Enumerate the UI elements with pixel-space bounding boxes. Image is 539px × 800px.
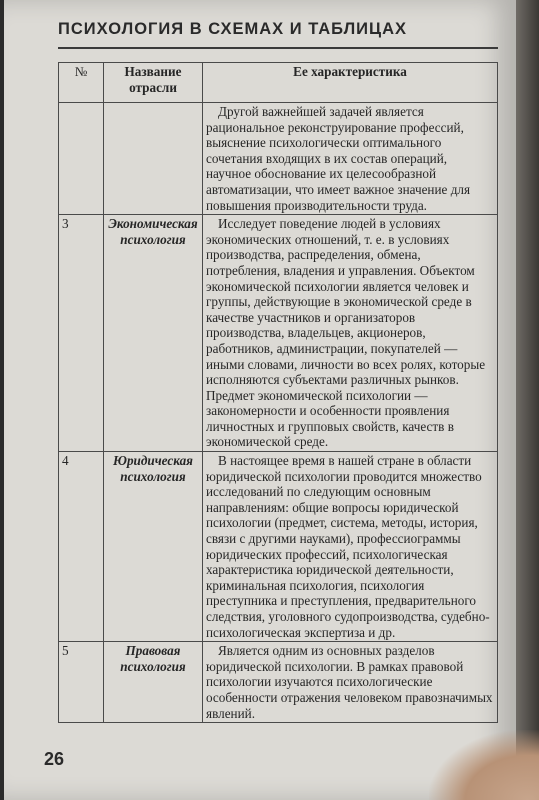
branch-characteristic: Является одним из основных разделов юридической психологии. В рамках правовой психологии изучаются психологические особенности отражения человеком правозначимых явлений. <box>203 642 498 723</box>
table-row <box>59 642 498 723</box>
header-rule <box>58 47 498 49</box>
row-number: 4 <box>59 452 104 642</box>
column-header-characteristic: Ее характеристика <box>203 63 498 103</box>
row-number <box>59 103 104 215</box>
branch-characteristic: Исследует поведение людей в условиях экономических отношений, т. е. в условиях производства, распределения, обмена, потребления, владения и управления. Объектом экономической психологии является человек и группы, действующие в экономической среде в качестве участников и организаторов производства, владельцев, акционеров, работников, администрации, покупателей — иными словами, личности во всех ролях, которые исполняются субъектами различных рынков. Предмет экономической психологии — закономерности и особенности проявления личностных и групповых свойств, качеств в экономической среде. <box>203 215 498 452</box>
book-page <box>4 0 516 800</box>
column-header-number: № <box>59 63 104 103</box>
column-header-branch-name: Название отрасли <box>104 63 203 103</box>
branch-characteristic: Другой важнейшей задачей является рациональное реконструирование профессий, выяснение психологически оптимального сочетания входящих в их состав операций, научное обоснование их целесообразной автоматизации, что имеет важное значение для повышения производительности труда. <box>203 103 498 215</box>
finger <box>429 730 539 800</box>
branches-table <box>58 62 498 723</box>
branch-name: Правовая психология <box>104 642 203 723</box>
branch-name: Юридическая психология <box>104 452 203 642</box>
page-edge-shadow <box>516 0 539 800</box>
table-row <box>59 452 498 642</box>
branch-name: Экономическая психология <box>104 215 203 452</box>
running-header: ПСИХОЛОГИЯ В СХЕМАХ И ТАБЛИЦАХ <box>58 20 408 38</box>
page-number: 26 <box>44 749 65 769</box>
table-header-row <box>59 63 498 103</box>
branch-name <box>104 103 203 215</box>
row-number: 5 <box>59 642 104 723</box>
branch-characteristic: В настоящее время в нашей стране в области юридической психологии проводится множество исследований по следующим основным направлениям: общие вопросы юридической психологии (предмет, система, методы, история, связи с другими науками), профессиограммы юридических профессий, психологическая характеристика юридической деятельности, криминальная психология, психология преступника и преступления, предварительного следствия, уголовного судопроизводства, судебно-психологическая экспертиза и др. <box>203 452 498 642</box>
table-row <box>59 215 498 452</box>
table-row <box>59 103 498 215</box>
row-number: 3 <box>59 215 104 452</box>
